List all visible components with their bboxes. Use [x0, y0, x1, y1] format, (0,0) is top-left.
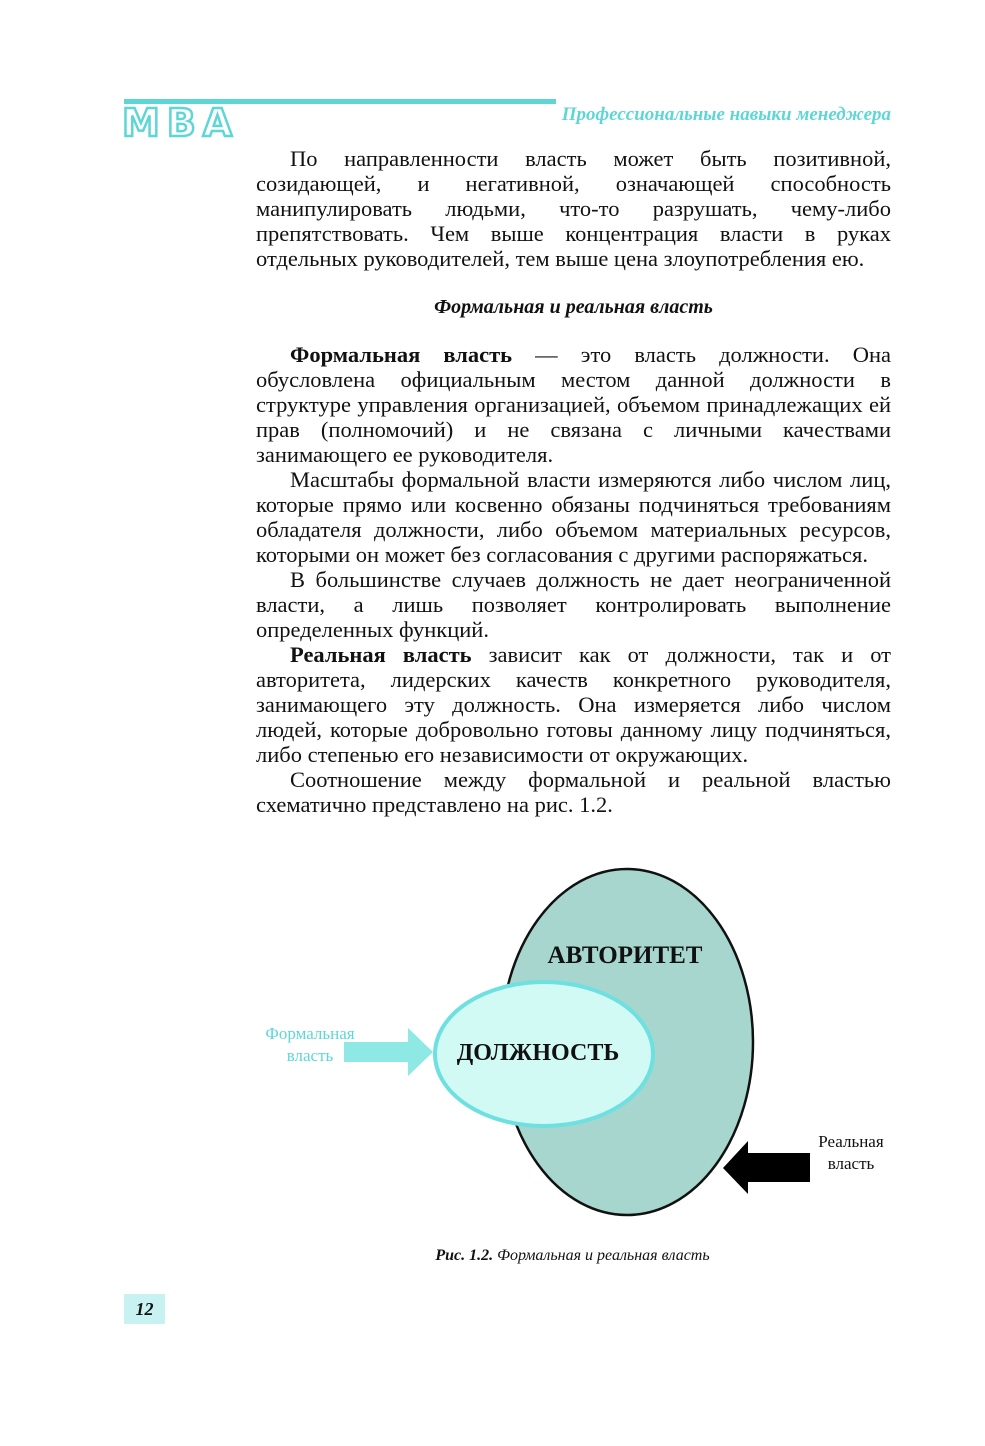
position-label: ДОЛЖНОСТЬ: [456, 1040, 620, 1066]
mba-logo: MBA: [122, 101, 240, 145]
term-formal-power: Формальная власть: [290, 342, 513, 367]
formal-power-arrow: [344, 1028, 433, 1076]
authority-label: АВТОРИТЕТ: [547, 942, 703, 969]
paragraph: Масштабы формальной власти измеряются либо числом лиц, которые прямо или косвенно обязаны подчиняться требованиям обладателя должности, либо объемом материальных ресурсов, которыми он может без согласования с другими распоряжаться.: [256, 467, 891, 567]
caption-number: Рис. 1.2.: [435, 1247, 494, 1264]
paragraph: Формальная власть — это власть должности. Она обусловлена официальным местом данной должности в структуре управления организацией, объемом принадлежащих ей прав (полномочий) и не связана с личными качествами занимающего ее руководителя.: [256, 342, 891, 467]
figure-caption: [0, 1247, 985, 1265]
formal-power-label-line1: Формальная: [265, 1024, 355, 1043]
figure-diagram: [240, 866, 920, 1236]
running-title: Профессиональные навыки менеджера: [561, 104, 891, 125]
real-power-arrow: [723, 1141, 810, 1194]
term-real-power: Реальная власть: [290, 642, 472, 667]
power-diagram: [240, 866, 920, 1236]
body-text: [256, 146, 891, 817]
formal-power-label-line2: власть: [286, 1046, 334, 1065]
page-number: 12: [124, 1294, 165, 1324]
paragraph: По направленности власть может быть позитивной, созидающей, и негативной, означающей способность манипулировать людьми, что-то разрушать, чему-либо препятствовать. Чем выше концентрация власти в руках отдельных руководителей, тем выше цена злоупотребления ею.: [256, 146, 891, 271]
real-power-label-line1: Реальная: [818, 1132, 884, 1151]
paragraph: Реальная власть зависит как от должности, так и от авторитета, лидерских качеств конкретного руководителя, занимающего эту должность. Она измеряется либо числом людей, которые добровольно готовы данному лицу подчиняться, либо степенью его независимости от окружающих.: [256, 642, 891, 767]
caption-text: Формальная и реальная власть: [493, 1247, 710, 1264]
real-power-label-line2: власть: [827, 1154, 875, 1173]
paragraph: Соотношение между формальной и реальной властью схематично представлено на рис. 1.2.: [256, 767, 891, 817]
paragraph: В большинстве случаев должность не дает неограниченной власти, а лишь позволяет контролировать выполнение определенных функций.: [256, 567, 891, 642]
section-title: Формальная и реальная власть: [434, 296, 713, 318]
